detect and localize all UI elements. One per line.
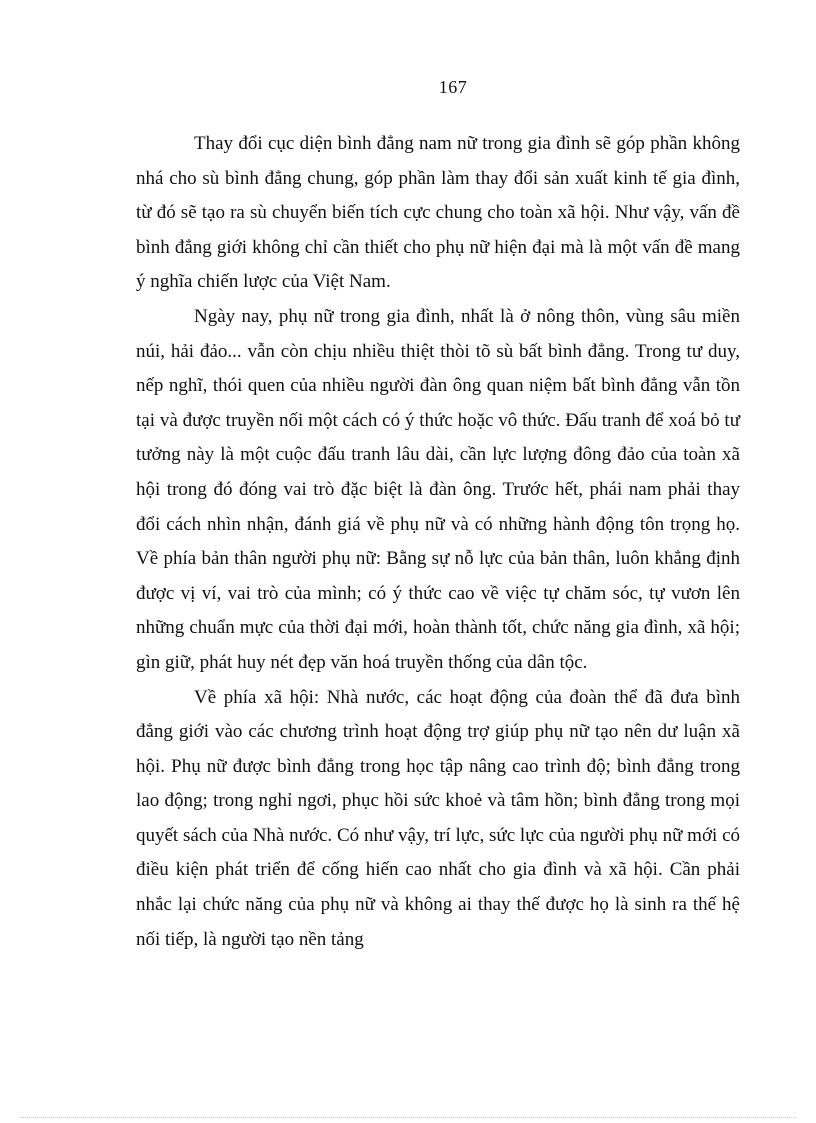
page-bottom-divider bbox=[20, 1117, 796, 1118]
paragraph-2: Ngày nay, phụ nữ trong gia đình, nhất là ở nông thôn, vùng sâu miền núi, hải đảo... vẫn còn chịu nhiều thiệt thòi tõ sù bất bình đẳng. Trong tư duy, nếp nghĩ, thói quen của nhiều người đàn ông quan niệm bất bình đẳng vẫn tồn tại và được truyền nối một cách có ý thức hoặc vô thức. Đấu tranh để xoá bỏ tư tưởng này là một cuộc đấu tranh lâu dài, cần lực lượng đông đảo của toàn xã hội trong đó đóng vai trò đặc biệt là đàn ông. Trước hết, phái nam phải thay đổi cách nhìn nhận, đánh giá về phụ nữ và có những hành động tôn trọng họ. Về phía bản thân người phụ nữ: Bằng sự nỗ lực của bản thân, luôn khẳng định được vị ví, vai trò của mình; có ý thức cao về việc tự chăm sóc, tự vươn lên những chuẩn mực của thời đại mới, hoàn thành tốt, chức năng gia đình, xã hội; gìn giữ, phát huy nét đẹp văn hoá truyền thống của dân tộc. bbox=[136, 305, 740, 673]
page-number: 167 bbox=[438, 77, 468, 97]
paragraph-3: Về phía xã hội: Nhà nước, các hoạt động của đoàn thể đã đưa bình đẳng giới vào các chương trình hoạt động trợ giúp phụ nữ tạo nên dư luận xã hội. Phụ nữ được bình đẳng trong học tập nâng cao trình độ; bình đẳng trong lao động; trong nghỉ ngơi, phục hồi sức khoẻ và tâm hồn; bình đẳng trong mọi quyết sách của Nhà nước. Có như vậy, trí lực, sức lực của người phụ nữ mới có điều kiện phát triển để cống hiến cao nhất cho gia đình và xã hội. Cần phải nhắc lại chức năng của phụ nữ và không ai thay thế được họ là sinh ra thế hệ nối tiếp, là người tạo nền tảng bbox=[136, 686, 740, 950]
body-text bbox=[136, 127, 740, 957]
paragraph-1: Thay đổi cục diện bình đẳng nam nữ trong gia đình sẽ góp phần không nhá cho sù bình đẳng chung, góp phần làm thay đổi sản xuất kinh tế gia đình, từ đó sẽ tạo ra sù chuyển biến tích cực chung cho toàn xã hội. Như vậy, vấn đề bình đẳng giới không chỉ cần thiết cho phụ nữ hiện đại mà là một vấn đề mang ý nghĩa chiến lược của Việt Nam. bbox=[136, 133, 740, 293]
